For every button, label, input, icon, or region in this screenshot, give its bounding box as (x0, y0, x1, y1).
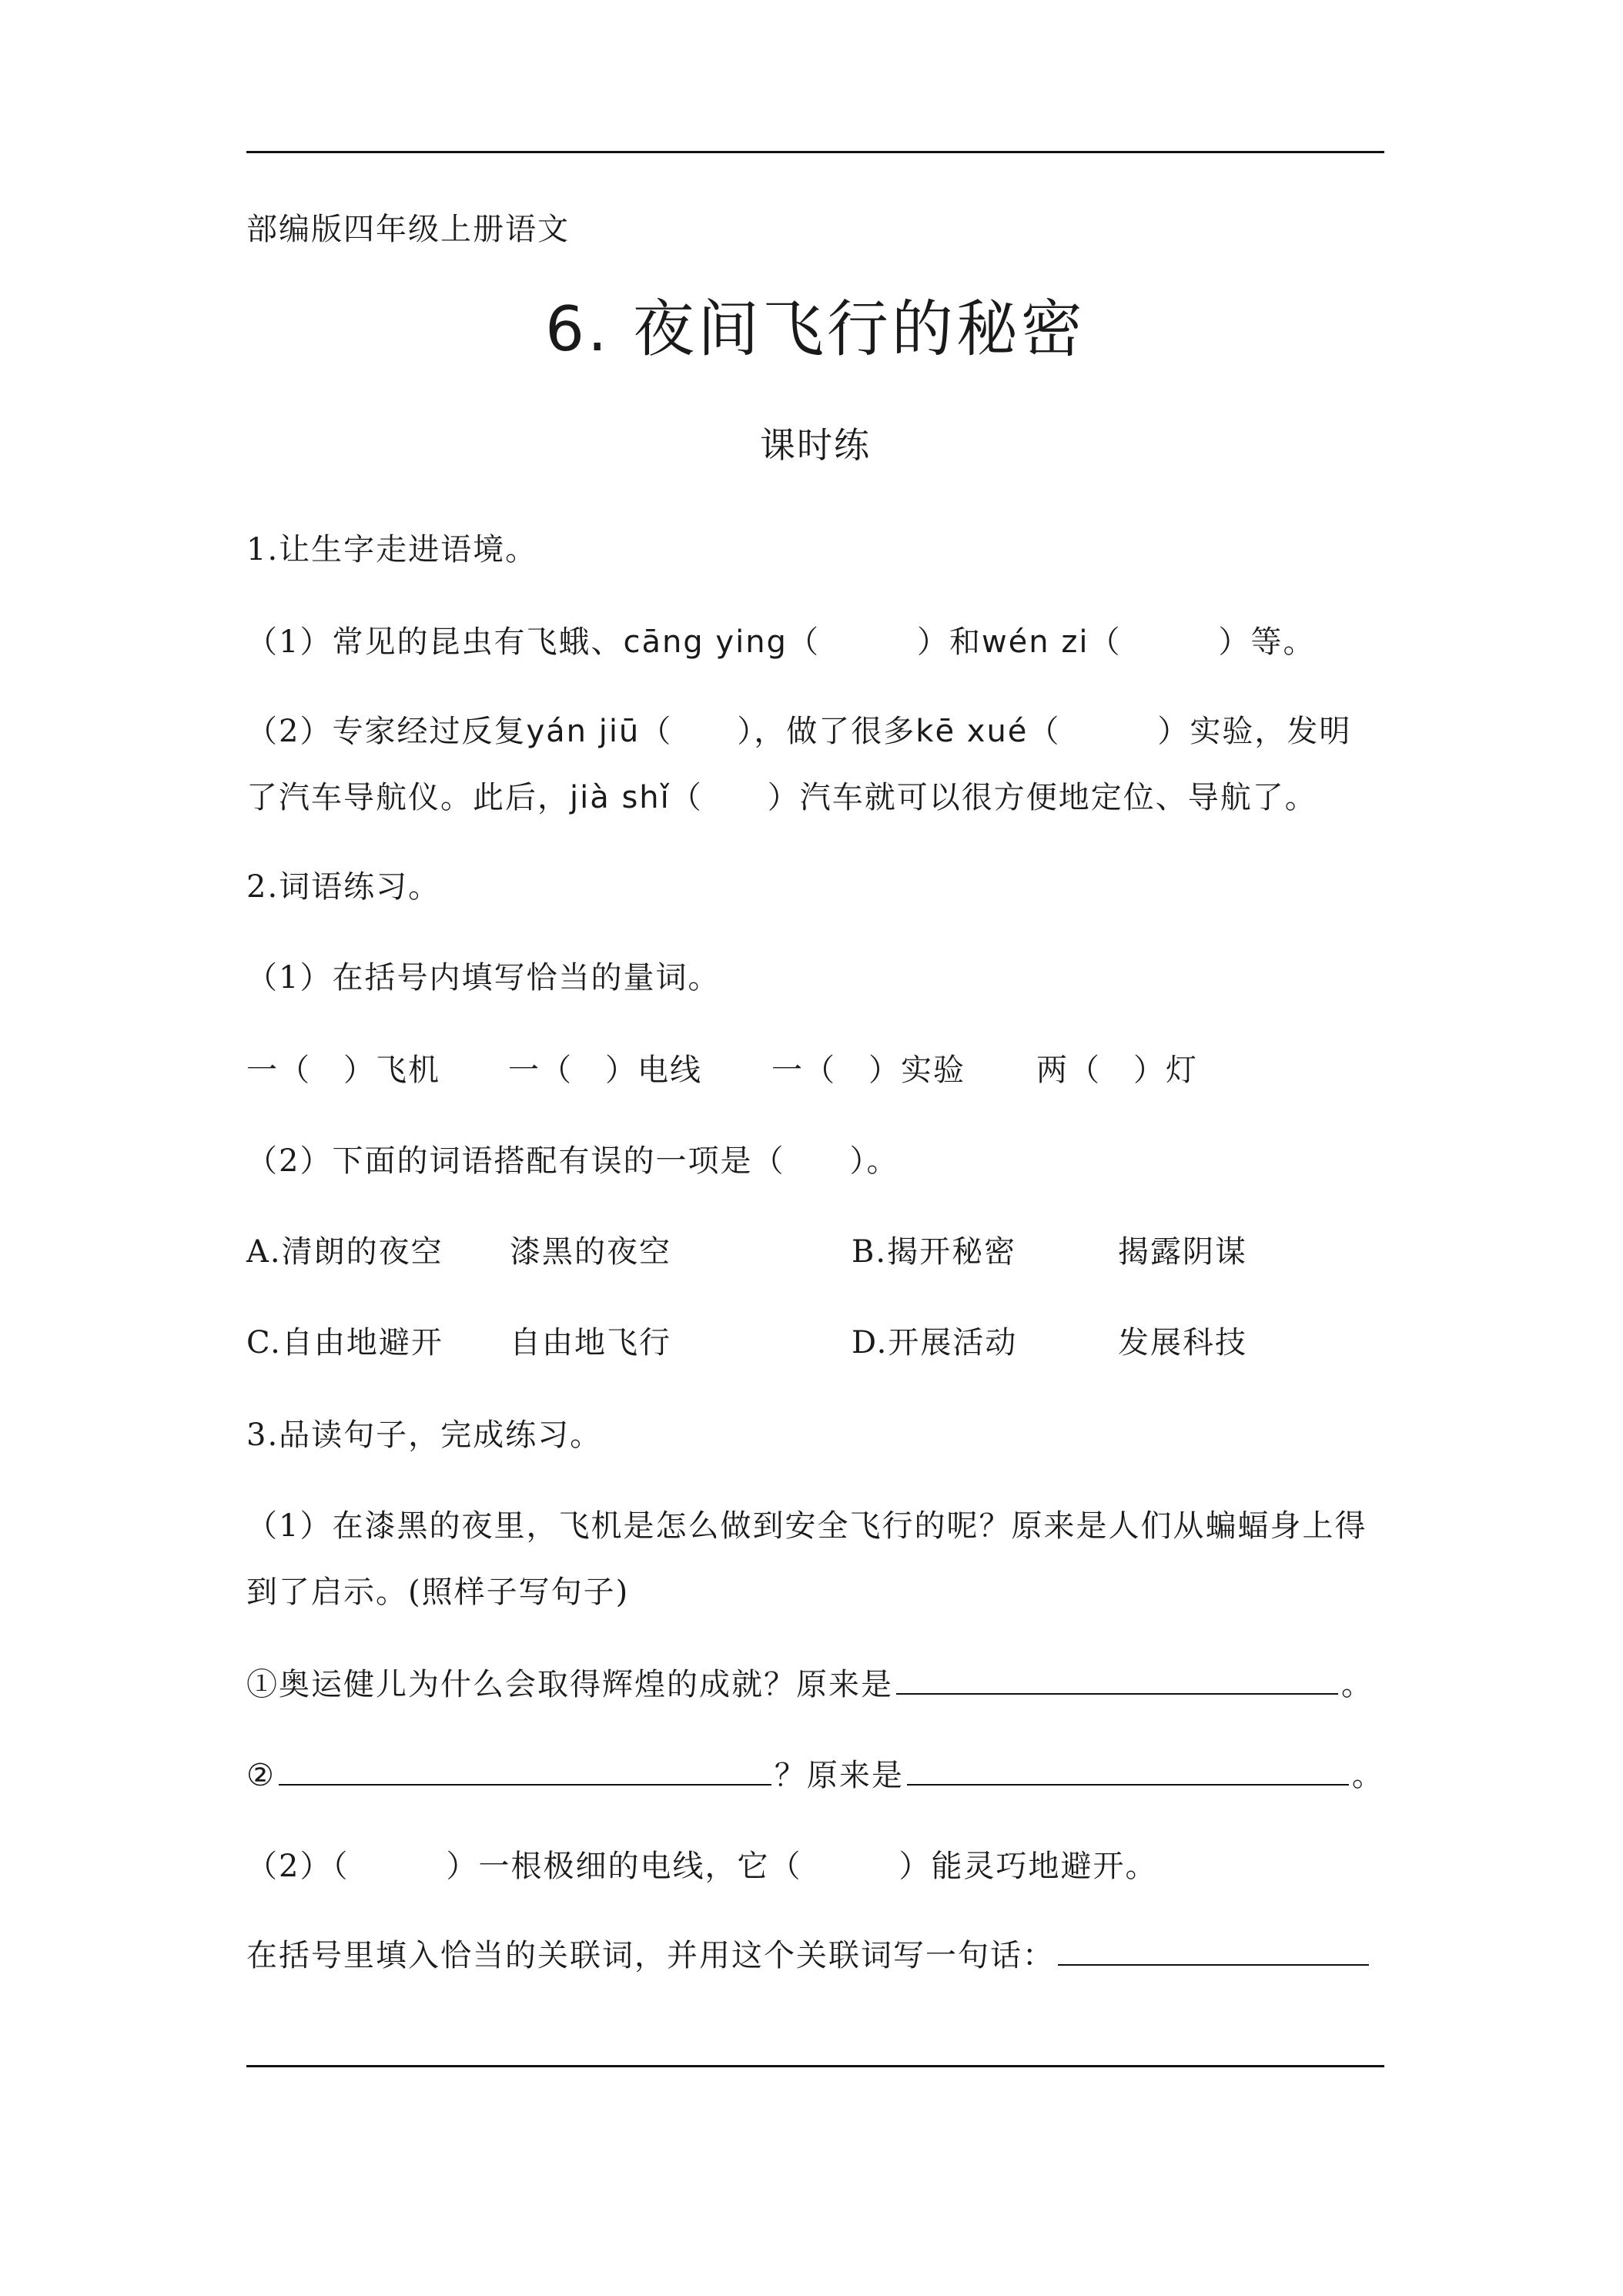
q3-example-2: ② ？原来是 。 (246, 1758, 1384, 1793)
write-line[interactable] (279, 1756, 771, 1786)
q3-task: 在括号里填入恰当的关联词，并用这个关联词写一句话： (246, 1934, 1372, 1977)
option-b[interactable]: B.揭开秘密 (852, 1234, 1017, 1270)
measure-item: 一（ ）实验 (771, 1053, 965, 1088)
q1-s2-post: 实验，发明 (1190, 714, 1352, 749)
option-c[interactable]: C.自由地避开 (246, 1325, 443, 1361)
page-title: 6. 夜间飞行的秘密 (545, 293, 1086, 365)
subject-header: 部编版四年级上册语文 (246, 212, 570, 247)
pinyin-cang-ying: cāng ying (623, 624, 788, 660)
answer-blank[interactable]: （ ） (787, 624, 949, 660)
answer-blank[interactable]: （ ） (1028, 714, 1190, 749)
answer-blank[interactable]: （ ） (670, 780, 800, 815)
write-line[interactable] (907, 1756, 1349, 1786)
pinyin-ke-xue: kē xué (915, 714, 1029, 749)
write-line[interactable] (896, 1665, 1338, 1695)
q2-heading: 2.词语练习。 (246, 869, 441, 905)
answer-blank[interactable]: （ ） (279, 1053, 376, 1088)
answer-blank[interactable] (349, 1849, 446, 1884)
measure-item: 两（ ）灯 (1036, 1053, 1198, 1088)
pinyin-jia-shi: jià shǐ (570, 780, 671, 815)
q1-s2b-pre: 了汽车导航仪。此后， (246, 780, 570, 815)
option-a[interactable]: A.清朗的夜空 (246, 1234, 443, 1270)
q1-s1-pre: （1）常见的昆虫有飞蛾、 (246, 624, 624, 660)
q3-example-1: ①奥运健儿为什么会取得辉煌的成就？原来是 。 (246, 1667, 1374, 1702)
option-d-second: 发展科技 (1118, 1325, 1247, 1361)
option-b-second: 揭露阴谋 (1118, 1234, 1247, 1270)
q3-sub1-line2: 到了启示。(照样子写句子) (246, 1575, 630, 1610)
pinyin-yan-jiu: yán jiū (526, 714, 641, 749)
bottom-rule (246, 2065, 1384, 2067)
answer-blank[interactable]: （ ） (640, 714, 755, 749)
q3-sub2: （2）（ ）一根极细的电线，它（ ）能灵巧地避开。 (246, 1849, 1158, 1884)
q1-s2-pre: （2）专家经过反复 (246, 714, 527, 749)
q1-sentence-2-cont (246, 776, 1317, 819)
q3-heading: 3.品读句子，完成练习。 (246, 1417, 603, 1453)
answer-blank[interactable]: （ ） (540, 1053, 637, 1088)
q1-sentence-1 (246, 621, 1315, 664)
answer-blank[interactable]: （ ） (1069, 1053, 1166, 1088)
top-rule (246, 151, 1384, 153)
q1-s1-mid: 和 (949, 624, 982, 660)
answer-blank[interactable]: （ ） (804, 1053, 901, 1088)
page-subtitle: 课时练 (760, 424, 871, 466)
option-d[interactable]: D.开展活动 (852, 1325, 1018, 1361)
q1-s2b-post: 汽车就可以很方便地定位、导航了。 (799, 780, 1317, 815)
q1-s1-post: 等。 (1250, 624, 1316, 660)
q1-heading: 1.让生字走进语境。 (246, 532, 538, 567)
q1-s2-mid: ，做了很多 (754, 714, 916, 749)
q2-sub2: （2）下面的词语搭配有误的一项是（ ）。 (246, 1143, 899, 1179)
pinyin-wen-zi: wén zi (981, 624, 1089, 660)
answer-blank[interactable] (801, 1849, 899, 1884)
q1-sentence-2 (246, 710, 1351, 753)
option-a-second: 漆黑的夜空 (510, 1234, 671, 1270)
measure-item: 一（ ）电线 (508, 1053, 702, 1088)
option-c-second: 自由地飞行 (510, 1325, 671, 1361)
answer-blank[interactable]: （ ） (1089, 624, 1251, 660)
write-line[interactable] (1058, 1936, 1369, 1966)
q2-sub1: （1）在括号内填写恰当的量词。 (246, 960, 721, 996)
q3-sub1-line1: （1）在漆黑的夜里，飞机是怎么做到安全飞行的呢？原来是人们从蝙蝠身上得 (246, 1508, 1367, 1544)
measure-item: 一（ ）飞机 (246, 1053, 440, 1088)
